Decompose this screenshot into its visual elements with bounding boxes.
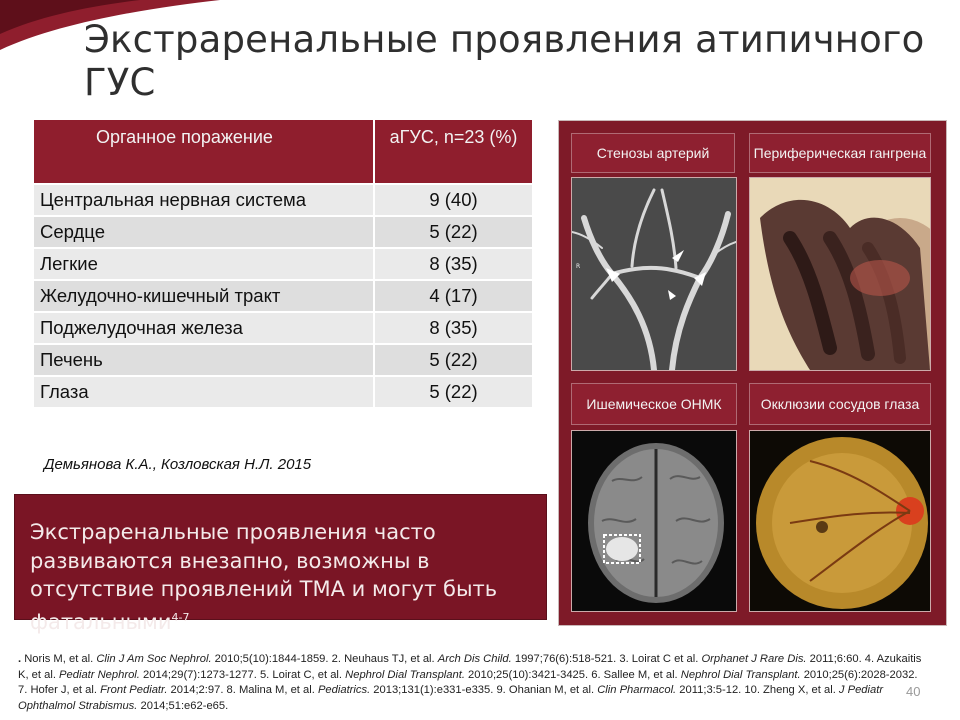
ref-journal: Orphanet J Rare Dis. xyxy=(701,653,807,665)
ref-text: 2011;6:60. 4. Azukaitis K, et al. xyxy=(18,653,922,681)
value-cell: 8 (35) xyxy=(374,248,533,280)
value-cell: 9 (40) xyxy=(374,184,533,216)
clinical-images-panel xyxy=(558,120,947,626)
ref-journal: Pediatrics. xyxy=(317,684,371,696)
table-row xyxy=(33,376,533,408)
ref-text: 2014;29(7):1273-1277. 5. Loirat C, et al. xyxy=(139,668,346,681)
organ-cell: Печень xyxy=(33,344,374,376)
fundus-image xyxy=(749,430,931,612)
label-artery-stenosis: Стенозы артерий xyxy=(571,133,735,173)
ref-text: 2014;2:97. 8. Malina M, et al. xyxy=(167,684,318,696)
table-header-row xyxy=(33,119,533,184)
brain-mri-image xyxy=(571,430,737,612)
ref-journal: Front Pediatr. xyxy=(100,684,168,696)
page-title: Экстраренальные проявления атипичного ГУС xyxy=(84,18,925,104)
value-cell: 8 (35) xyxy=(374,312,533,344)
page-number: 40 xyxy=(906,684,921,699)
references xyxy=(18,652,928,714)
value-cell: 4 (17) xyxy=(374,280,533,312)
key-message-superscript: 4-7 xyxy=(171,610,190,624)
ref-text: Noris M, et al. xyxy=(24,653,97,665)
organ-cell: Сердце xyxy=(33,216,374,248)
organ-cell: Глаза xyxy=(33,376,374,408)
ref-journal: J Pediatr Ophthalmol Strabismus. xyxy=(18,684,884,712)
table-row xyxy=(33,248,533,280)
key-message-text xyxy=(30,518,533,636)
ref-journal: Nephrol Dial Transplant. xyxy=(680,668,801,681)
table-row xyxy=(33,184,533,216)
organ-cell: Центральная нервная система xyxy=(33,184,374,216)
ref-text: 2010;5(10):1844-1859. 2. Neuhaus TJ, et al. xyxy=(211,653,438,665)
ref-journal: Nephrol Dial Transplant. xyxy=(345,668,465,681)
value-cell: 5 (22) xyxy=(374,376,533,408)
header-organ: Органное поражение xyxy=(33,119,374,184)
source-citation: Демьянова К.А., Козловская Н.Л. 2015 xyxy=(44,456,312,473)
value-cell: 5 (22) xyxy=(374,344,533,376)
ref-text: 1997;76(6):518-521. 3. Loirat C et al. xyxy=(511,653,702,665)
table-row xyxy=(33,216,533,248)
organ-cell: Желудочно-кишечный тракт xyxy=(33,280,374,312)
table-row xyxy=(33,280,533,312)
organ-involvement-table xyxy=(32,118,534,409)
svg-text:R: R xyxy=(576,263,581,270)
label-peripheral-gangrene: Периферическая гангрена xyxy=(749,133,931,173)
ref-text: 2010;25(10):3421-3425. 6. Sallee M, et al. xyxy=(464,668,681,681)
value-cell: 5 (22) xyxy=(374,216,533,248)
ref-journal: Pediatr Nephrol. xyxy=(59,668,140,681)
references-bullet: . xyxy=(18,653,22,665)
ref-journal: Clin J Am Soc Nephrol. xyxy=(96,653,212,665)
label-eye-vessel-occlusion: Окклюзии сосудов глаза xyxy=(749,383,931,425)
table-row xyxy=(33,312,533,344)
ref-text: 2010;25(6):2028-2032. 7. Hofer J, et al. xyxy=(18,668,918,696)
key-message-body: Экстраренальные проявления часто развиваются внезапно, возможны в отсутствие проявлений ТМА и могут быть фатальными xyxy=(30,520,498,634)
angiogram-image xyxy=(571,177,737,371)
ref-journal: Arch Dis Child. xyxy=(437,653,512,665)
gangrene-image xyxy=(749,177,931,371)
organ-cell: Поджелудочная железа xyxy=(33,312,374,344)
organ-cell: Легкие xyxy=(33,248,374,280)
key-message-box xyxy=(14,494,547,634)
ref-journal: Clin Pharmacol. xyxy=(597,684,677,696)
ref-text: 2013;131(1):e331-e335. 9. Ohanian M, et al. xyxy=(370,684,598,696)
ref-text: 2011;3:5-12. 10. Zheng X, et al. xyxy=(676,684,839,696)
ref-text: 2014;51:e62-e65. xyxy=(137,699,229,712)
header-value: аГУС, n=23 (%) xyxy=(374,119,533,184)
label-ischemic-stroke: Ишемическое ОНМК xyxy=(571,383,737,425)
table-row xyxy=(33,344,533,376)
